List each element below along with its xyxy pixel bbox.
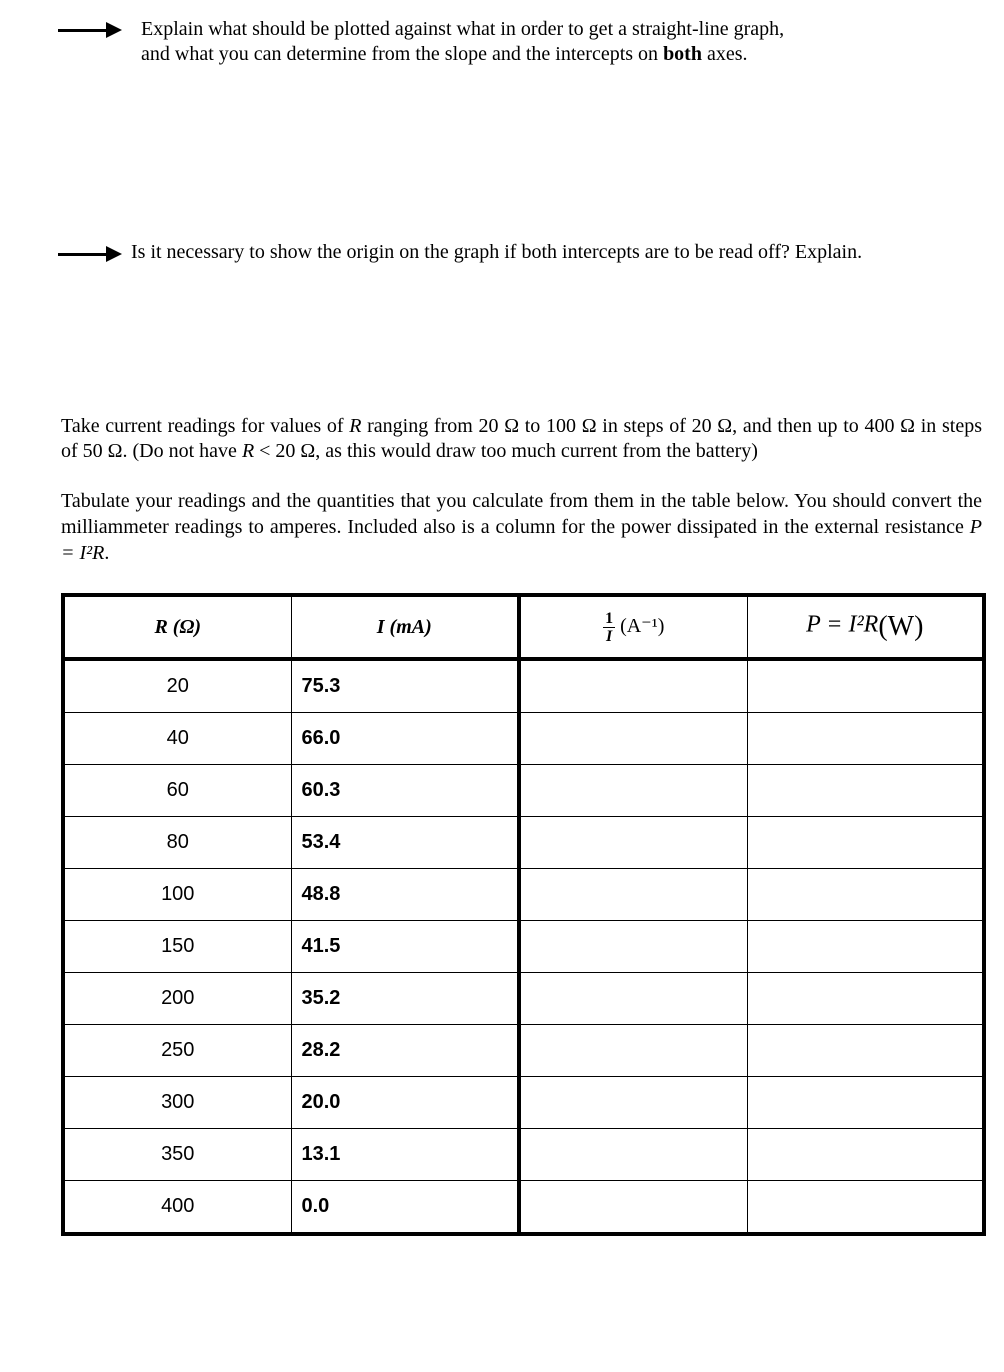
inverse-current-cell	[519, 817, 747, 869]
power-cell	[747, 1181, 984, 1235]
readings-table	[61, 593, 986, 1236]
resistance-cell: 350	[63, 1129, 291, 1181]
instruction-text: ranging from 20 Ω to 100 Ω in steps of 20 Ω, and then up to 400 Ω in steps of 50 Ω. (Do not have	[61, 415, 982, 462]
power-cell	[747, 713, 984, 765]
header-current-label: I (mA)	[376, 615, 432, 638]
current-cell: 60.3	[291, 765, 519, 817]
resistance-cell: 20	[63, 659, 291, 713]
resistance-cell: 80	[63, 817, 291, 869]
instruction-paragraph-2	[61, 488, 982, 566]
inverse-current-cell	[519, 921, 747, 973]
instruction-text: Take current readings for values of	[61, 415, 350, 437]
table-row	[63, 973, 984, 1025]
current-cell: 75.3	[291, 659, 519, 713]
inverse-current-cell	[519, 659, 747, 713]
power-cell	[747, 973, 984, 1025]
current-cell: 48.8	[291, 869, 519, 921]
current-cell: 0.0	[291, 1181, 519, 1235]
fraction-numerator: 1	[605, 609, 614, 627]
inverse-current-cell	[519, 869, 747, 921]
inverse-current-cell	[519, 765, 747, 817]
header-resistance-label: R (Ω)	[154, 615, 202, 638]
inverse-current-cell	[519, 1025, 747, 1077]
instruction-text: .	[104, 542, 110, 564]
power-formula-header: P = I²R	[806, 611, 879, 638]
table-row	[63, 659, 984, 713]
power-cell	[747, 817, 984, 869]
table-row	[63, 1129, 984, 1181]
current-cell: 41.5	[291, 921, 519, 973]
instruction-text: < 20 Ω, as this would draw too much current from the battery)	[254, 440, 758, 462]
arrow-icon	[58, 253, 106, 256]
current-cell: 20.0	[291, 1077, 519, 1129]
power-unit: (W)	[878, 611, 924, 642]
current-cell: 28.2	[291, 1025, 519, 1077]
resistance-cell: 150	[63, 921, 291, 973]
variable-r: R	[241, 440, 255, 462]
table-row	[63, 817, 984, 869]
current-cell: 53.4	[291, 817, 519, 869]
power-cell	[747, 1025, 984, 1077]
header-inverse-current	[519, 595, 747, 659]
header-power	[747, 595, 984, 659]
arrow-icon	[58, 29, 106, 32]
question-2: Is it necessary to show the origin on the graph if both intercepts are to be read off? Explain.	[131, 241, 863, 263]
question-1-text-end: axes.	[701, 43, 748, 65]
power-cell	[747, 1077, 984, 1129]
resistance-cell: 40	[63, 713, 291, 765]
inverse-current-cell	[519, 713, 747, 765]
table-row	[63, 765, 984, 817]
resistance-cell: 100	[63, 869, 291, 921]
arrowhead-icon	[106, 22, 122, 38]
arrowhead-icon	[106, 246, 122, 262]
question-1-text: and what you can determine from the slope and the intercepts on	[141, 43, 664, 65]
inverse-current-cell	[519, 1181, 747, 1235]
table-row	[63, 869, 984, 921]
question-1-line-1: Explain what should be plotted against what in order to get a straight-line graph,	[141, 18, 785, 40]
power-formula: P = I²R	[61, 516, 982, 564]
variable-r: R	[349, 415, 362, 437]
inverse-current-cell	[519, 973, 747, 1025]
question-1	[141, 17, 784, 67]
current-cell: 13.1	[291, 1129, 519, 1181]
inverse-current-unit: (A⁻¹)	[620, 614, 665, 637]
table-row	[63, 1025, 984, 1077]
power-cell	[747, 1129, 984, 1181]
question-1-line-2	[141, 42, 784, 67]
inverse-current-cell	[519, 1077, 747, 1129]
instruction-paragraph-1	[61, 414, 982, 464]
current-cell: 35.2	[291, 973, 519, 1025]
power-cell	[747, 765, 984, 817]
power-cell	[747, 921, 984, 973]
header-current	[291, 595, 519, 659]
table-row	[63, 713, 984, 765]
table-body	[63, 659, 984, 1234]
inverse-fraction	[603, 610, 615, 645]
resistance-cell: 250	[63, 1025, 291, 1077]
current-cell: 66.0	[291, 713, 519, 765]
instruction-text: Tabulate your readings and the quantities that you calculate from them in the table below. You should convert the milliammeter readings to amperes. Included also is a column for the power dissipated in the external resistance	[61, 490, 982, 538]
question-1-bold-word: both	[663, 43, 702, 65]
resistance-cell: 60	[63, 765, 291, 817]
table-row	[63, 1077, 984, 1129]
header-resistance	[63, 595, 291, 659]
power-cell	[747, 659, 984, 713]
table-row	[63, 1181, 984, 1235]
resistance-cell: 400	[63, 1181, 291, 1235]
inverse-current-cell	[519, 1129, 747, 1181]
table-row	[63, 921, 984, 973]
resistance-cell: 200	[63, 973, 291, 1025]
fraction-denominator: I	[605, 627, 613, 645]
resistance-cell: 300	[63, 1077, 291, 1129]
power-cell	[747, 869, 984, 921]
table-header-row	[63, 595, 984, 659]
